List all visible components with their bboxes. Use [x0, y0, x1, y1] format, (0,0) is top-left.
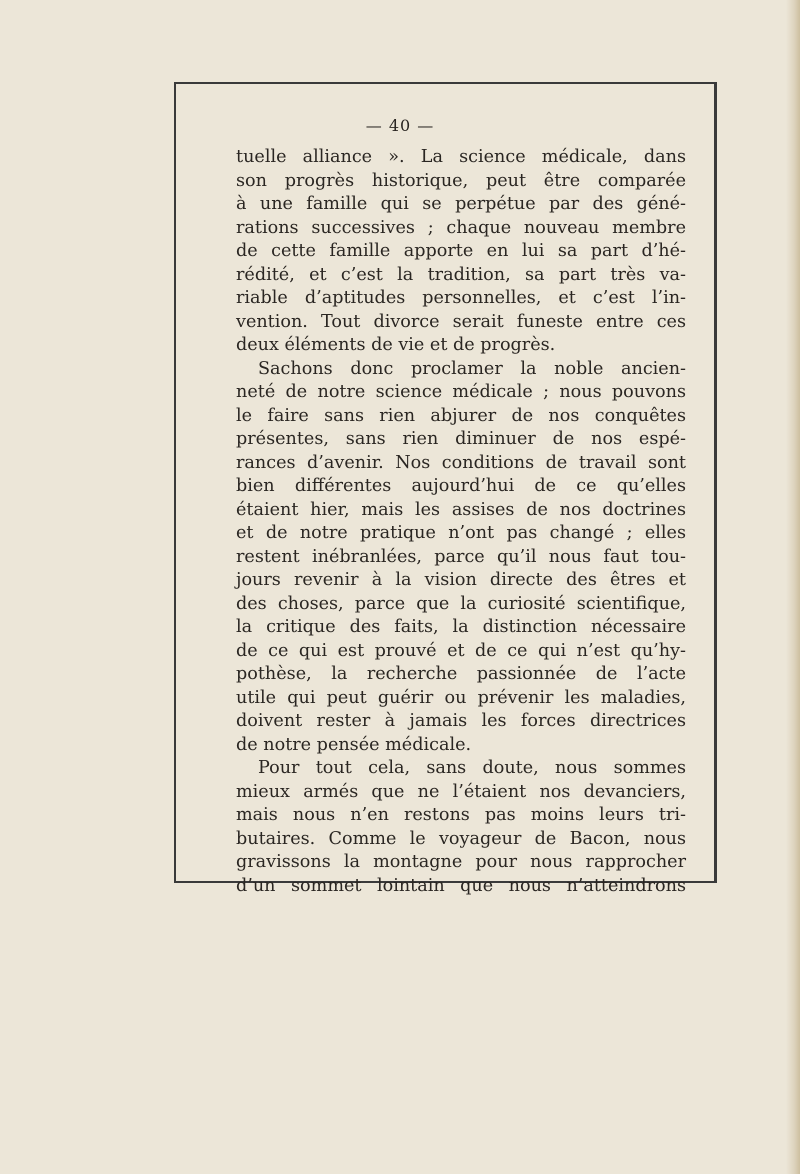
text-line: et de notre pratique n’ont pas changé ; elles: [236, 523, 686, 543]
body-text: [236, 146, 686, 898]
text-line: bien différentes aujourd’hui de ce qu’elles: [236, 476, 686, 496]
text-line: Sachons donc proclamer la noble ancien-: [258, 358, 686, 379]
page-number: — 40 —: [365, 116, 435, 135]
text-line: des choses, parce que la curiosité scientifique,: [236, 593, 686, 614]
text-line: rations successives ; chaque nouveau membre: [236, 217, 686, 238]
text-line: jours revenir à la vision directe des êtres et: [236, 570, 686, 590]
text-line: rédité, et c’est la tradition, sa part très va-: [236, 264, 686, 285]
text-line: restent inébranlées, parce qu’il nous faut tou-: [236, 546, 686, 567]
text-line: étaient hier, mais les assises de nos doctrines: [236, 499, 686, 520]
text-line: d’un sommet lointain que nous n’atteindrons: [236, 875, 686, 896]
text-line: Pour tout cela, sans doute, nous sommes: [258, 758, 686, 778]
text-line: rances d’avenir. Nos conditions de travail sont: [236, 452, 686, 473]
text-line: neté de notre science médicale ; nous pouvons: [236, 382, 686, 402]
text-line: le faire sans rien abjurer de nos conquêtes: [236, 405, 686, 426]
text-line: présentes, sans rien diminuer de nos espé-: [236, 429, 686, 449]
text-line: riable d’aptitudes personnelles, et c’est l’in-: [236, 288, 686, 308]
text-line: de notre pensée médicale.: [236, 734, 472, 755]
text-line: son progrès historique, peut être comparée: [236, 170, 686, 191]
page-edge-shadow: [786, 0, 800, 1174]
text-line: pothèse, la recherche passionnée de l’acte: [236, 664, 686, 684]
text-line: de cette famille apporte en lui sa part d’hé-: [236, 241, 686, 261]
text-line: tuelle alliance ». La science médicale, dans: [236, 147, 686, 167]
text-line: vention. Tout divorce serait funeste entre ces: [236, 311, 686, 332]
text-line: mais nous n’en restons pas moins leurs tri-: [236, 805, 686, 825]
text-line: mieux armés que ne l’étaient nos devanciers,: [236, 781, 686, 802]
text-line: la critique des faits, la distinction nécessaire: [236, 617, 686, 637]
text-line: utile qui peut guérir ou prévenir les maladies,: [236, 687, 686, 708]
text-line: doivent rester à jamais les forces directrices: [236, 711, 686, 731]
text-line: butaires. Comme le voyageur de Bacon, nous: [236, 828, 686, 849]
text-line: de ce qui est prouvé et de ce qui n’est qu’hy-: [236, 640, 686, 661]
text-line: à une famille qui se perpétue par des géné-: [236, 194, 686, 214]
text-line: deux éléments de vie et de progrès.: [236, 335, 556, 355]
text-line: gravissons la montagne pour nous rapprocher: [236, 852, 686, 872]
